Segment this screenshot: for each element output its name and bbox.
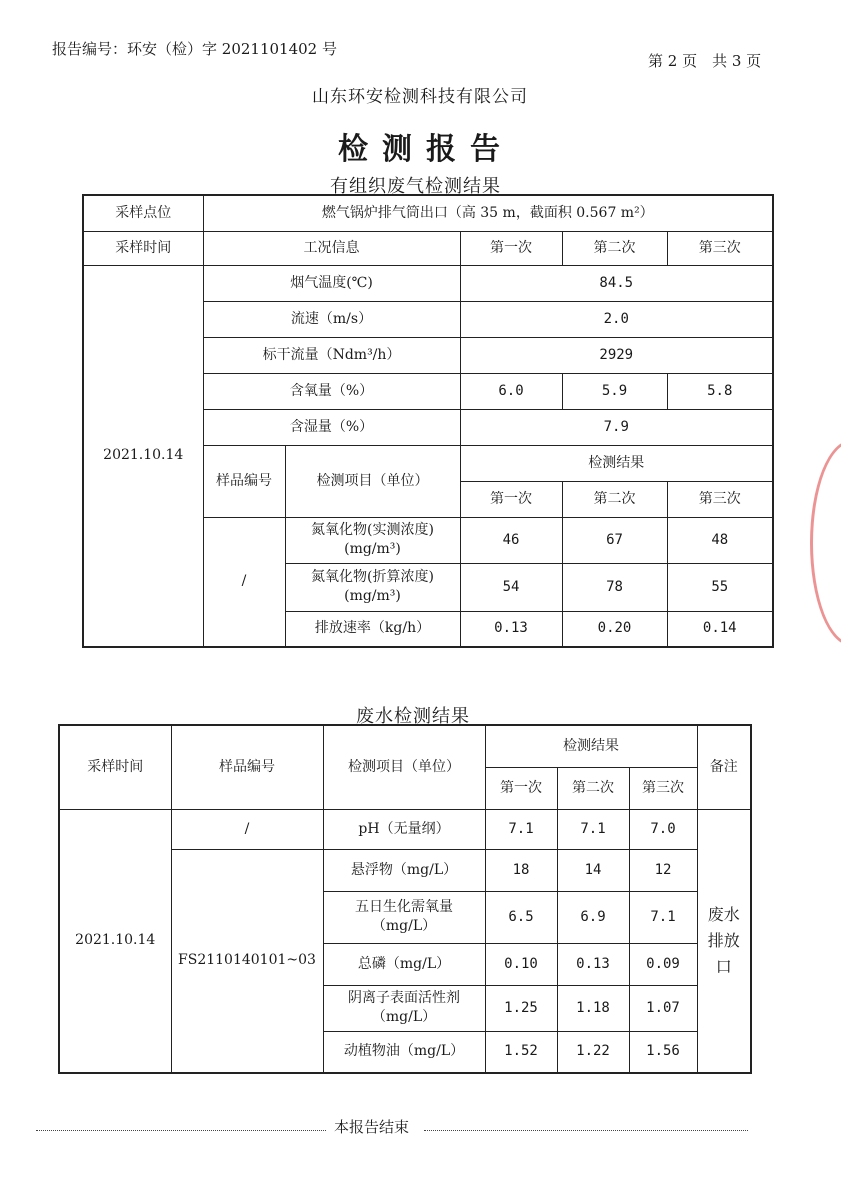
condition-value: 7.9 [460,409,773,445]
item-name: pH（无量纲） [323,809,485,849]
sampling-time-label: 采样时间 [83,231,203,265]
sample-no-value: / [203,517,285,647]
result-value: 0.14 [667,611,773,647]
sample-no-value: / [171,809,323,849]
remark-label: 备注 [697,725,751,809]
result-value: 1.25 [485,985,557,1031]
condition-value: 2929 [460,337,773,373]
condition-value: 2.0 [460,301,773,337]
sampling-point-value: 燃气锅炉排气筒出口（高 35 m，截面积 0.567 m²） [203,195,773,231]
result-value: 54 [460,563,562,611]
table-row [83,231,773,265]
run-1-header: 第一次 [460,481,562,517]
result-value: 7.1 [485,809,557,849]
result-value: 7.1 [557,809,629,849]
water-results-table [58,724,752,1074]
run-3-header: 第三次 [629,767,697,809]
gas-section-title: 有组织废气检测结果 [330,176,501,197]
result-value: 78 [562,563,667,611]
condition-value: 5.9 [562,373,667,409]
item-label: 检测项目（单位） [285,445,460,517]
run-3-header: 第三次 [667,231,773,265]
table-row [83,195,773,231]
result-value: 0.13 [460,611,562,647]
sample-no-value: FS2110140101~03 [171,849,323,1073]
run-1-header: 第一次 [460,231,562,265]
condition-value: 84.5 [460,265,773,301]
sampling-time-label: 采样时间 [59,725,171,809]
sampling-point-label: 采样点位 [83,195,203,231]
table-row [59,809,751,849]
sampling-date: 2021.10.14 [83,265,203,647]
result-value: 48 [667,517,773,563]
run-2-header: 第二次 [557,767,629,809]
run-2-header: 第二次 [562,231,667,265]
result-label: 检测结果 [485,725,697,767]
item-name: 氮氧化物(折算浓度) (mg/m³) [285,563,460,611]
condition-label: 工况信息 [203,231,460,265]
report-number: 报告编号：环安（检）字 2021101402 号 [52,40,337,58]
sample-no-label: 样品编号 [171,725,323,809]
result-value: 1.56 [629,1031,697,1073]
condition-label: 含湿量（%） [203,409,460,445]
result-value: 55 [667,563,773,611]
result-value: 0.10 [485,943,557,985]
result-value: 1.52 [485,1031,557,1073]
remark-value: 废水排放口 [697,809,751,1073]
result-value: 12 [629,849,697,891]
run-2-header: 第二次 [562,481,667,517]
condition-value: 6.0 [460,373,562,409]
table-row [83,265,773,301]
item-name: 悬浮物（mg/L） [323,849,485,891]
result-value: 7.0 [629,809,697,849]
result-value: 1.22 [557,1031,629,1073]
result-label: 检测结果 [460,445,773,481]
item-name: 氮氧化物(实测浓度) (mg/m³) [285,517,460,563]
result-value: 0.09 [629,943,697,985]
condition-value: 5.8 [667,373,773,409]
water-section-title: 废水检测结果 [356,706,470,727]
result-value: 1.18 [557,985,629,1031]
run-1-header: 第一次 [485,767,557,809]
result-value: 1.07 [629,985,697,1031]
condition-label: 烟气温度(℃) [203,265,460,301]
sampling-date: 2021.10.14 [59,809,171,1073]
run-3-header: 第三次 [667,481,773,517]
result-value: 0.20 [562,611,667,647]
page-info: 第 2 页 共 3 页 [648,52,762,70]
result-value: 6.5 [485,891,557,943]
result-value: 7.1 [629,891,697,943]
report-end-text: 本报告结束 [334,1118,410,1136]
table-row [59,725,751,767]
condition-label: 流速（m/s） [203,301,460,337]
item-name: 五日生化需氧量 （mg/L） [323,891,485,943]
company-name: 山东环安检测科技有限公司 [312,87,528,107]
report-title: 检测报告 [338,132,514,167]
result-value: 18 [485,849,557,891]
result-value: 6.9 [557,891,629,943]
footer-dotted-line-right [424,1130,748,1131]
result-value: 0.13 [557,943,629,985]
result-value: 14 [557,849,629,891]
item-label: 检测项目（单位） [323,725,485,809]
item-name: 动植物油（mg/L） [323,1031,485,1073]
item-name: 排放速率（kg/h） [285,611,460,647]
gas-results-table [82,194,774,648]
result-value: 67 [562,517,667,563]
condition-label: 标干流量（Ndm³/h） [203,337,460,373]
seal-stamp [810,440,841,646]
footer-dotted-line-left [36,1130,326,1131]
item-name: 总磷（mg/L） [323,943,485,985]
item-name: 阴离子表面活性剂 （mg/L） [323,985,485,1031]
result-value: 46 [460,517,562,563]
sample-no-label: 样品编号 [203,445,285,517]
condition-label: 含氧量（%） [203,373,460,409]
